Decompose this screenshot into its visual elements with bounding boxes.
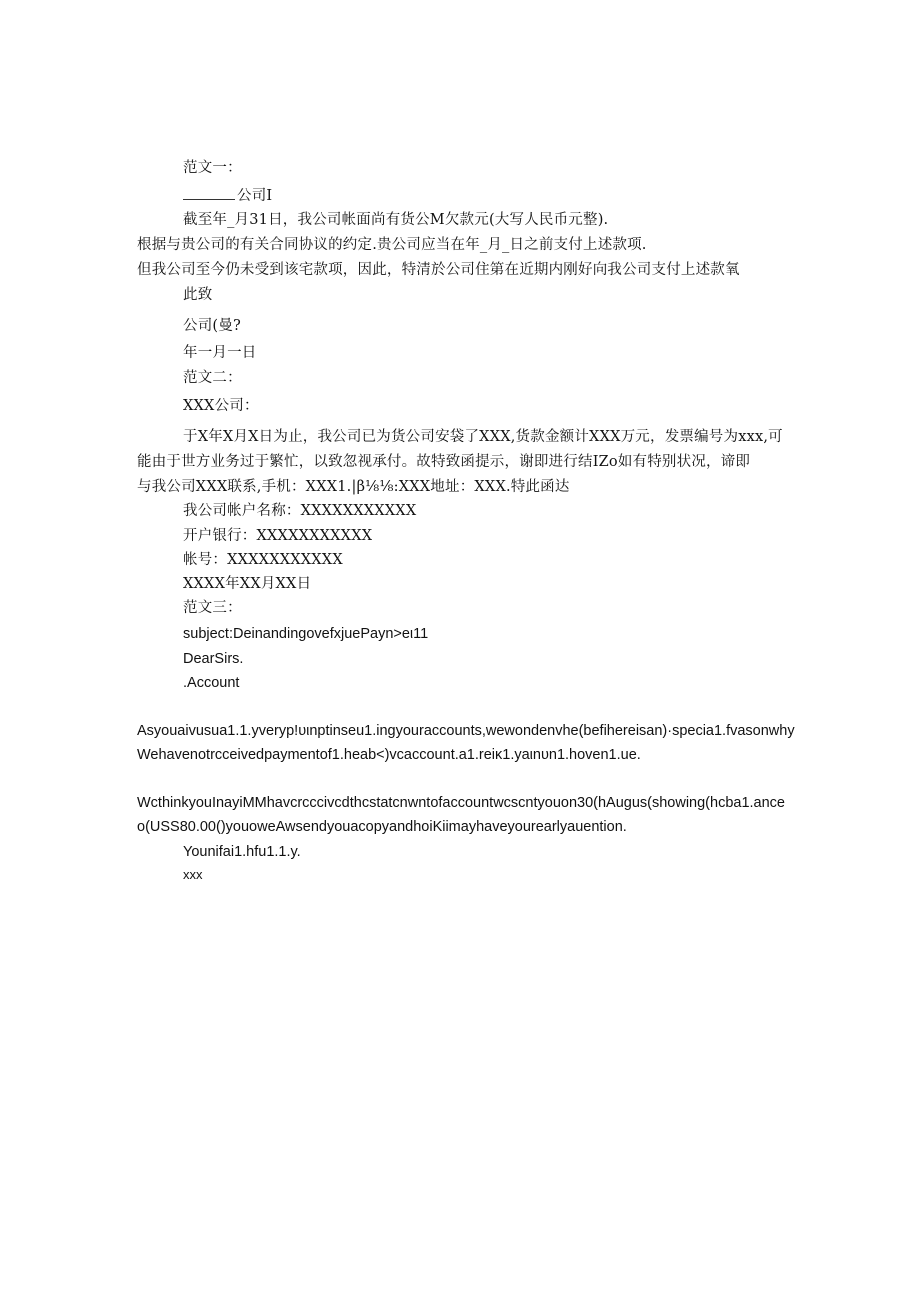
sample1-line3: 但我公司至今仍未受到该宅款项，因此，特清於公司住第在近期内刚好向我公司支付上述款氧 bbox=[137, 262, 740, 278]
sample1-signature: 公司(曼? bbox=[183, 318, 241, 334]
sample3-para1-line2: Wehavenotrcceivedpaymentof1.heab<)vcaccount.a1.reiκ1.yaιnυn1.hoven1.ue. bbox=[137, 747, 641, 763]
sample3-para2-line2: o(USS80.00()youoweAwsendyouacopyandhoiKiimayhaveyourearlyauention. bbox=[137, 819, 627, 835]
sample3-para1-line1: Asyouaivusua1.1.yveryp!υιnptinseu1.ingyouraccounts,wewondenvhe(befihereisan)·specia1.fvasonwhy bbox=[137, 723, 795, 739]
sample1-addressee: 公司I bbox=[237, 188, 273, 204]
sample3-closing: Younifai1.hfu1.1.y. bbox=[183, 844, 301, 860]
sample1-line1: 截至年_月31日，我公司帐面尚有货公M欠款元(大写人民币元整). bbox=[183, 212, 609, 228]
sample1-addressee-line bbox=[183, 187, 272, 205]
sample2-body-line2: 能由于世方业务过于繁忙，以致忽视承付。故特致函提示，谢即进行结IZo如有特别状况，谛即 bbox=[137, 454, 751, 470]
sample1-line2: 根据与贵公司的有关合同协议的约定.贵公司应当在年_月_日之前支付上述款项. bbox=[137, 237, 647, 253]
sample3-para2-line1: WcthinkyouInayiMMhavcrcccivcdthcstatcnwntofaccountwcscntyouon30(hAugus(showing(hcba1.ance bbox=[137, 795, 785, 811]
sample3-account: .Account bbox=[183, 675, 240, 691]
sample2-body-line1: 于X年X月X日为止，我公司已为货公司安袋了XXX,货款金额计XXX万元，发票编号为xxx,可 bbox=[183, 429, 783, 445]
sample3-heading: 范文三： bbox=[183, 600, 242, 616]
sample1-heading: 范文一： bbox=[183, 160, 242, 176]
sample3-subject: subject:DeinandingovefxjuePayn>eι11 bbox=[183, 626, 429, 642]
sample3-signature: xxx bbox=[183, 867, 203, 882]
sample3-salutation: DearSirs. bbox=[183, 651, 244, 667]
sample1-date: 年一月一日 bbox=[183, 345, 257, 361]
sample2-addressee: XXX公司： bbox=[183, 398, 259, 414]
sample2-heading: 范文二： bbox=[183, 370, 242, 386]
sample2-bank: 开户银行：XXXXXXXXXXX bbox=[183, 528, 373, 544]
sample2-account-name: 我公司帐户名称：XXXXXXXXXXX bbox=[183, 503, 417, 519]
sample2-account-no: 帐号：XXXXXXXXXXX bbox=[183, 552, 343, 568]
blank-underline bbox=[183, 187, 235, 200]
sample2-body-line3: 与我公司XXX联系,手机：XXX1.|β⅛⅛:XXX地址：XXX.特此函达 bbox=[137, 479, 570, 495]
sample1-closing: 此致 bbox=[183, 287, 213, 303]
sample2-date: XXXX年XX月XX日 bbox=[183, 576, 312, 592]
